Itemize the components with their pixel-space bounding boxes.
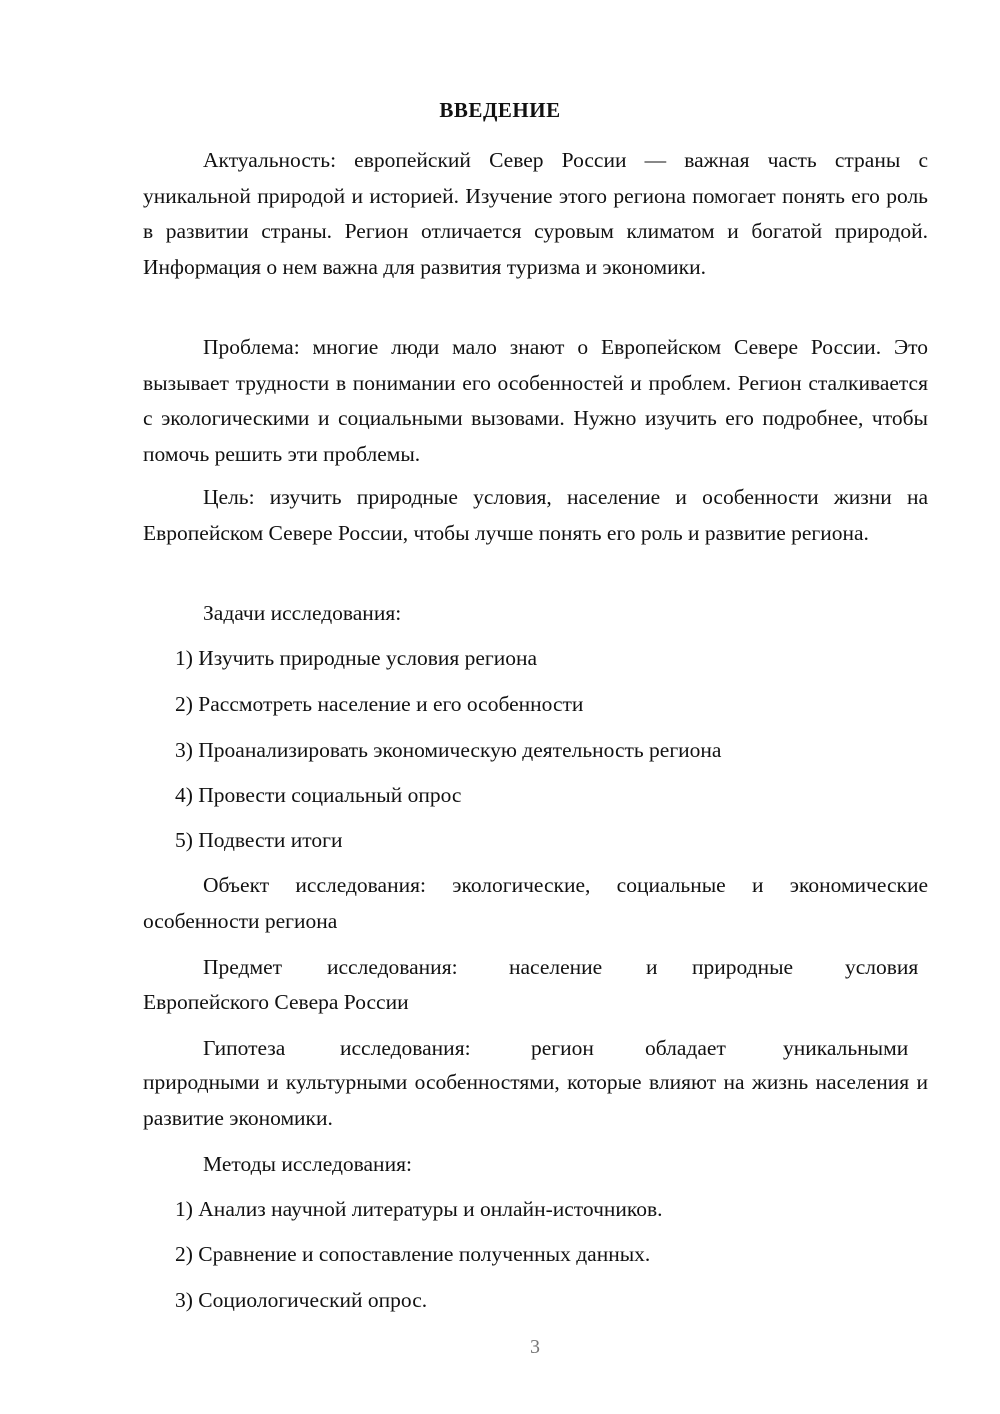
relevance-paragraph: Актуальность: европейский Север России — важная часть страны с уникальной природой и историей. Изучение этого региона помогает понять его роль в развитии страны. Регион отличается суровым климатом и богатой природой. Информация о нем важна для развития туризма и экономики. — [143, 148, 928, 279]
task-item: 3) Проанализировать экономическую деятельность региона — [175, 738, 722, 762]
method-item: 2) Сравнение и сопоставление полученных данных. — [175, 1242, 651, 1266]
goal-paragraph: Цель: изучить природные условия, население и особенности жизни на Европейском Севере России, чтобы лучше понять его роль и развитие региона. — [143, 485, 928, 545]
subject-word: природные — [692, 955, 794, 979]
subject-word: исследования: — [327, 955, 458, 979]
subject-line-2: Европейского Севера России — [143, 990, 409, 1014]
hypothesis-word: Гипотеза — [203, 1036, 286, 1060]
subject-word: Предмет — [203, 955, 283, 979]
subject-word: условия — [845, 955, 919, 979]
hypothesis-word: уникальными — [783, 1036, 909, 1060]
tasks-heading: Задачи исследования: — [203, 601, 402, 625]
page-title: ВВЕДЕНИЕ — [439, 98, 561, 122]
hypothesis-rest: природными и культурными особенностями, которые влияют на жизнь населения и развитие экономики. — [143, 1070, 928, 1130]
task-item: 1) Изучить природные условия региона — [175, 646, 538, 670]
method-item: 3) Социологический опрос. — [175, 1288, 428, 1312]
task-item: 2) Рассмотреть население и его особенности — [175, 692, 584, 716]
problem-paragraph: Проблема: многие люди мало знают о Европейском Севере России. Это вызывает трудности в понимании его особенностей и проблем. Регион сталкивается с экологическими и социальными вызовами. Нужно изучить его подробнее, чтобы помочь решить эти проблемы. — [143, 335, 928, 466]
methods-heading: Методы исследования: — [203, 1152, 412, 1176]
method-item: 1) Анализ научной литературы и онлайн-источников. — [175, 1197, 663, 1221]
hypothesis-word: исследования: — [340, 1036, 471, 1060]
hypothesis-word: обладает — [645, 1036, 726, 1060]
hypothesis-word: регион — [531, 1036, 594, 1060]
subject-word: и — [646, 955, 658, 979]
task-item: 4) Провести социальный опрос — [175, 783, 462, 807]
task-item: 5) Подвести итоги — [175, 828, 343, 852]
page-number: 3 — [530, 1336, 540, 1358]
object-paragraph: Объект исследования: экологические, социальные и экономические особенности региона — [143, 873, 928, 933]
subject-word: население — [509, 955, 603, 979]
